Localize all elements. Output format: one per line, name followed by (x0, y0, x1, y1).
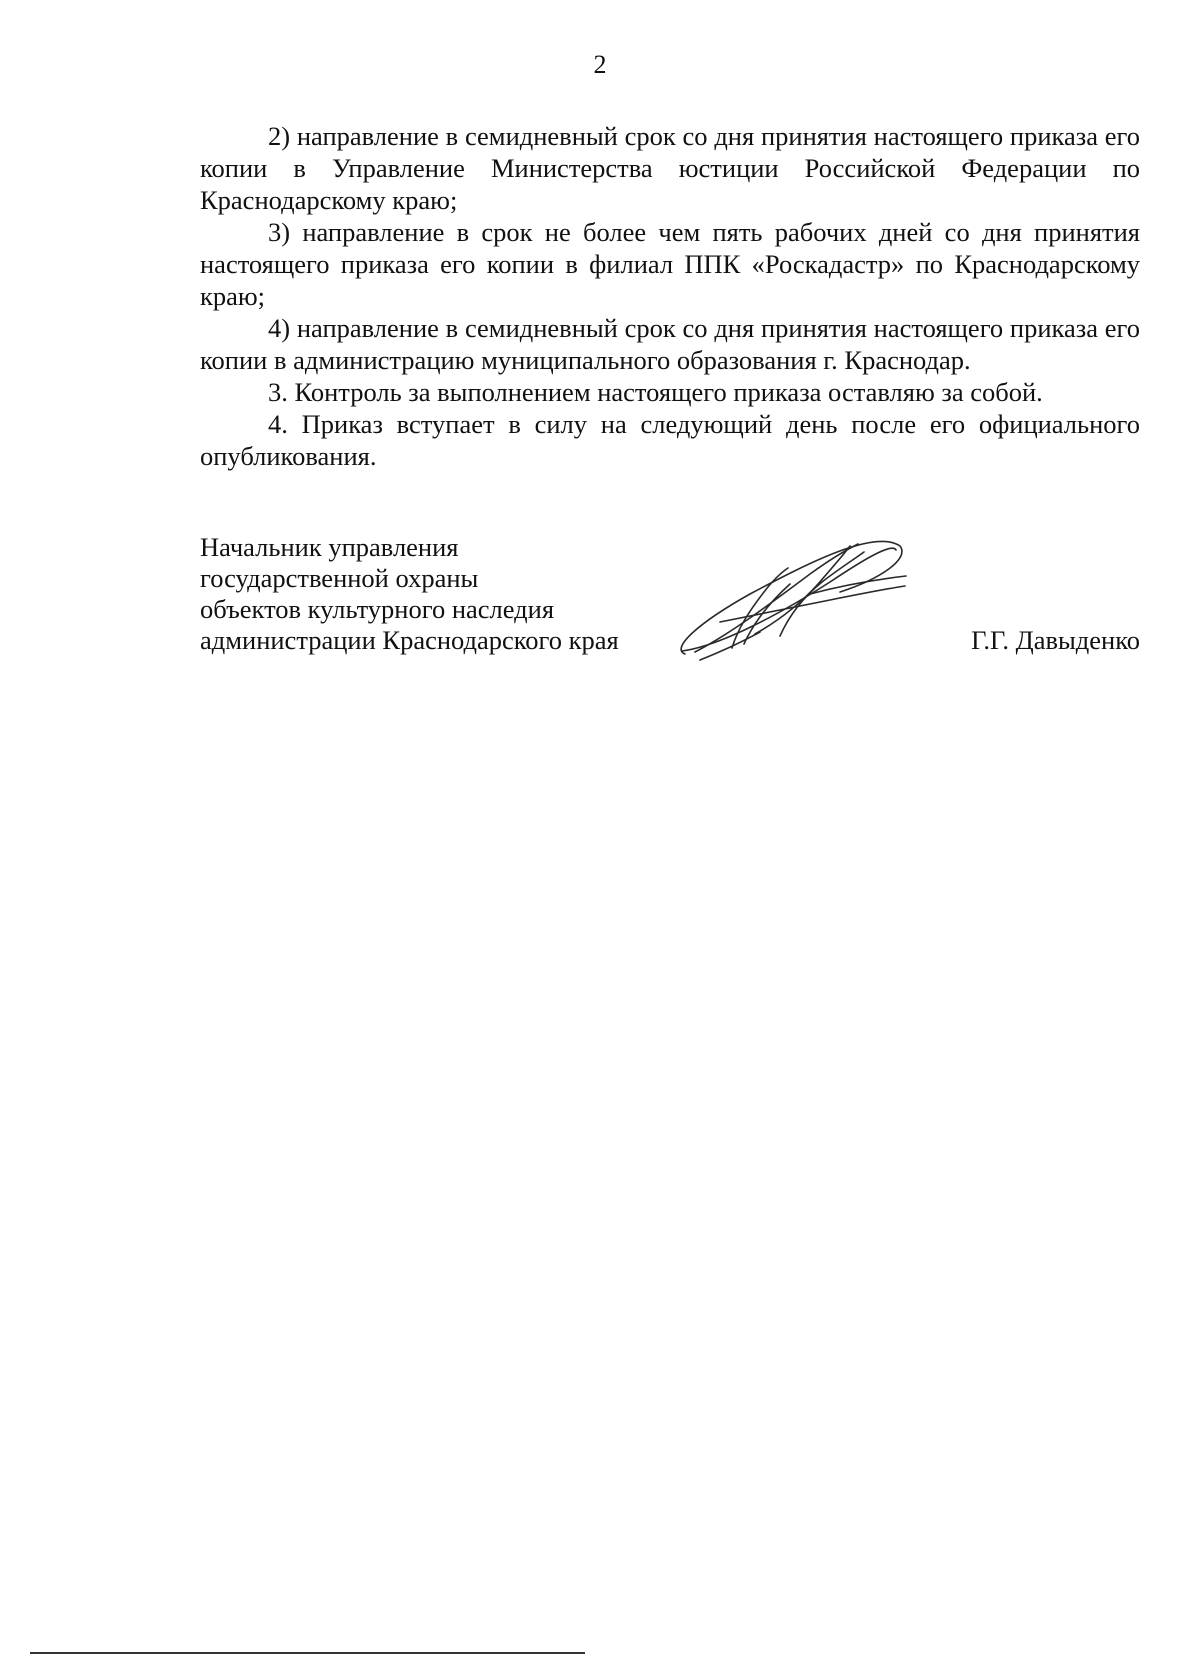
footer-divider (30, 1652, 585, 1654)
signer-position (200, 532, 619, 656)
signer-position-line: Начальник управления (200, 532, 459, 562)
signature-block (200, 532, 1140, 672)
signer-position-line: администрации Краснодарского края (200, 625, 619, 655)
paragraph-clause-3: 3. Контроль за выполнением настоящего приказа оставляю за собой. (268, 377, 1043, 407)
paragraph-item-4: 4) направление в семидневный срок со дня принятия настоящего приказа его копии в администрацию муниципального образования г. Краснодар. (200, 313, 1140, 375)
handwritten-signature (660, 524, 930, 664)
paragraph-item-3: 3) направление в срок не более чем пять рабочих дней со дня принятия настоящего приказа его копии в филиал ППК «Роскадастр» по Краснодарскому краю; (200, 217, 1140, 311)
signer-position-line: государственной охраны (200, 563, 479, 593)
document-body (200, 120, 1140, 472)
paragraph-clause-4: 4. Приказ вступает в силу на следующий день после его официального опубликования. (200, 409, 1140, 471)
paragraph-item-2: 2) направление в семидневный срок со дня принятия настоящего приказа его копии в Управление Министерства юстиции Российской Федерации по Краснодарскому краю; (200, 121, 1140, 215)
signer-name: Г.Г. Давыденко (971, 625, 1140, 655)
signer-position-line: объектов культурного наследия (200, 594, 555, 624)
page-number: 2 (593, 50, 607, 79)
